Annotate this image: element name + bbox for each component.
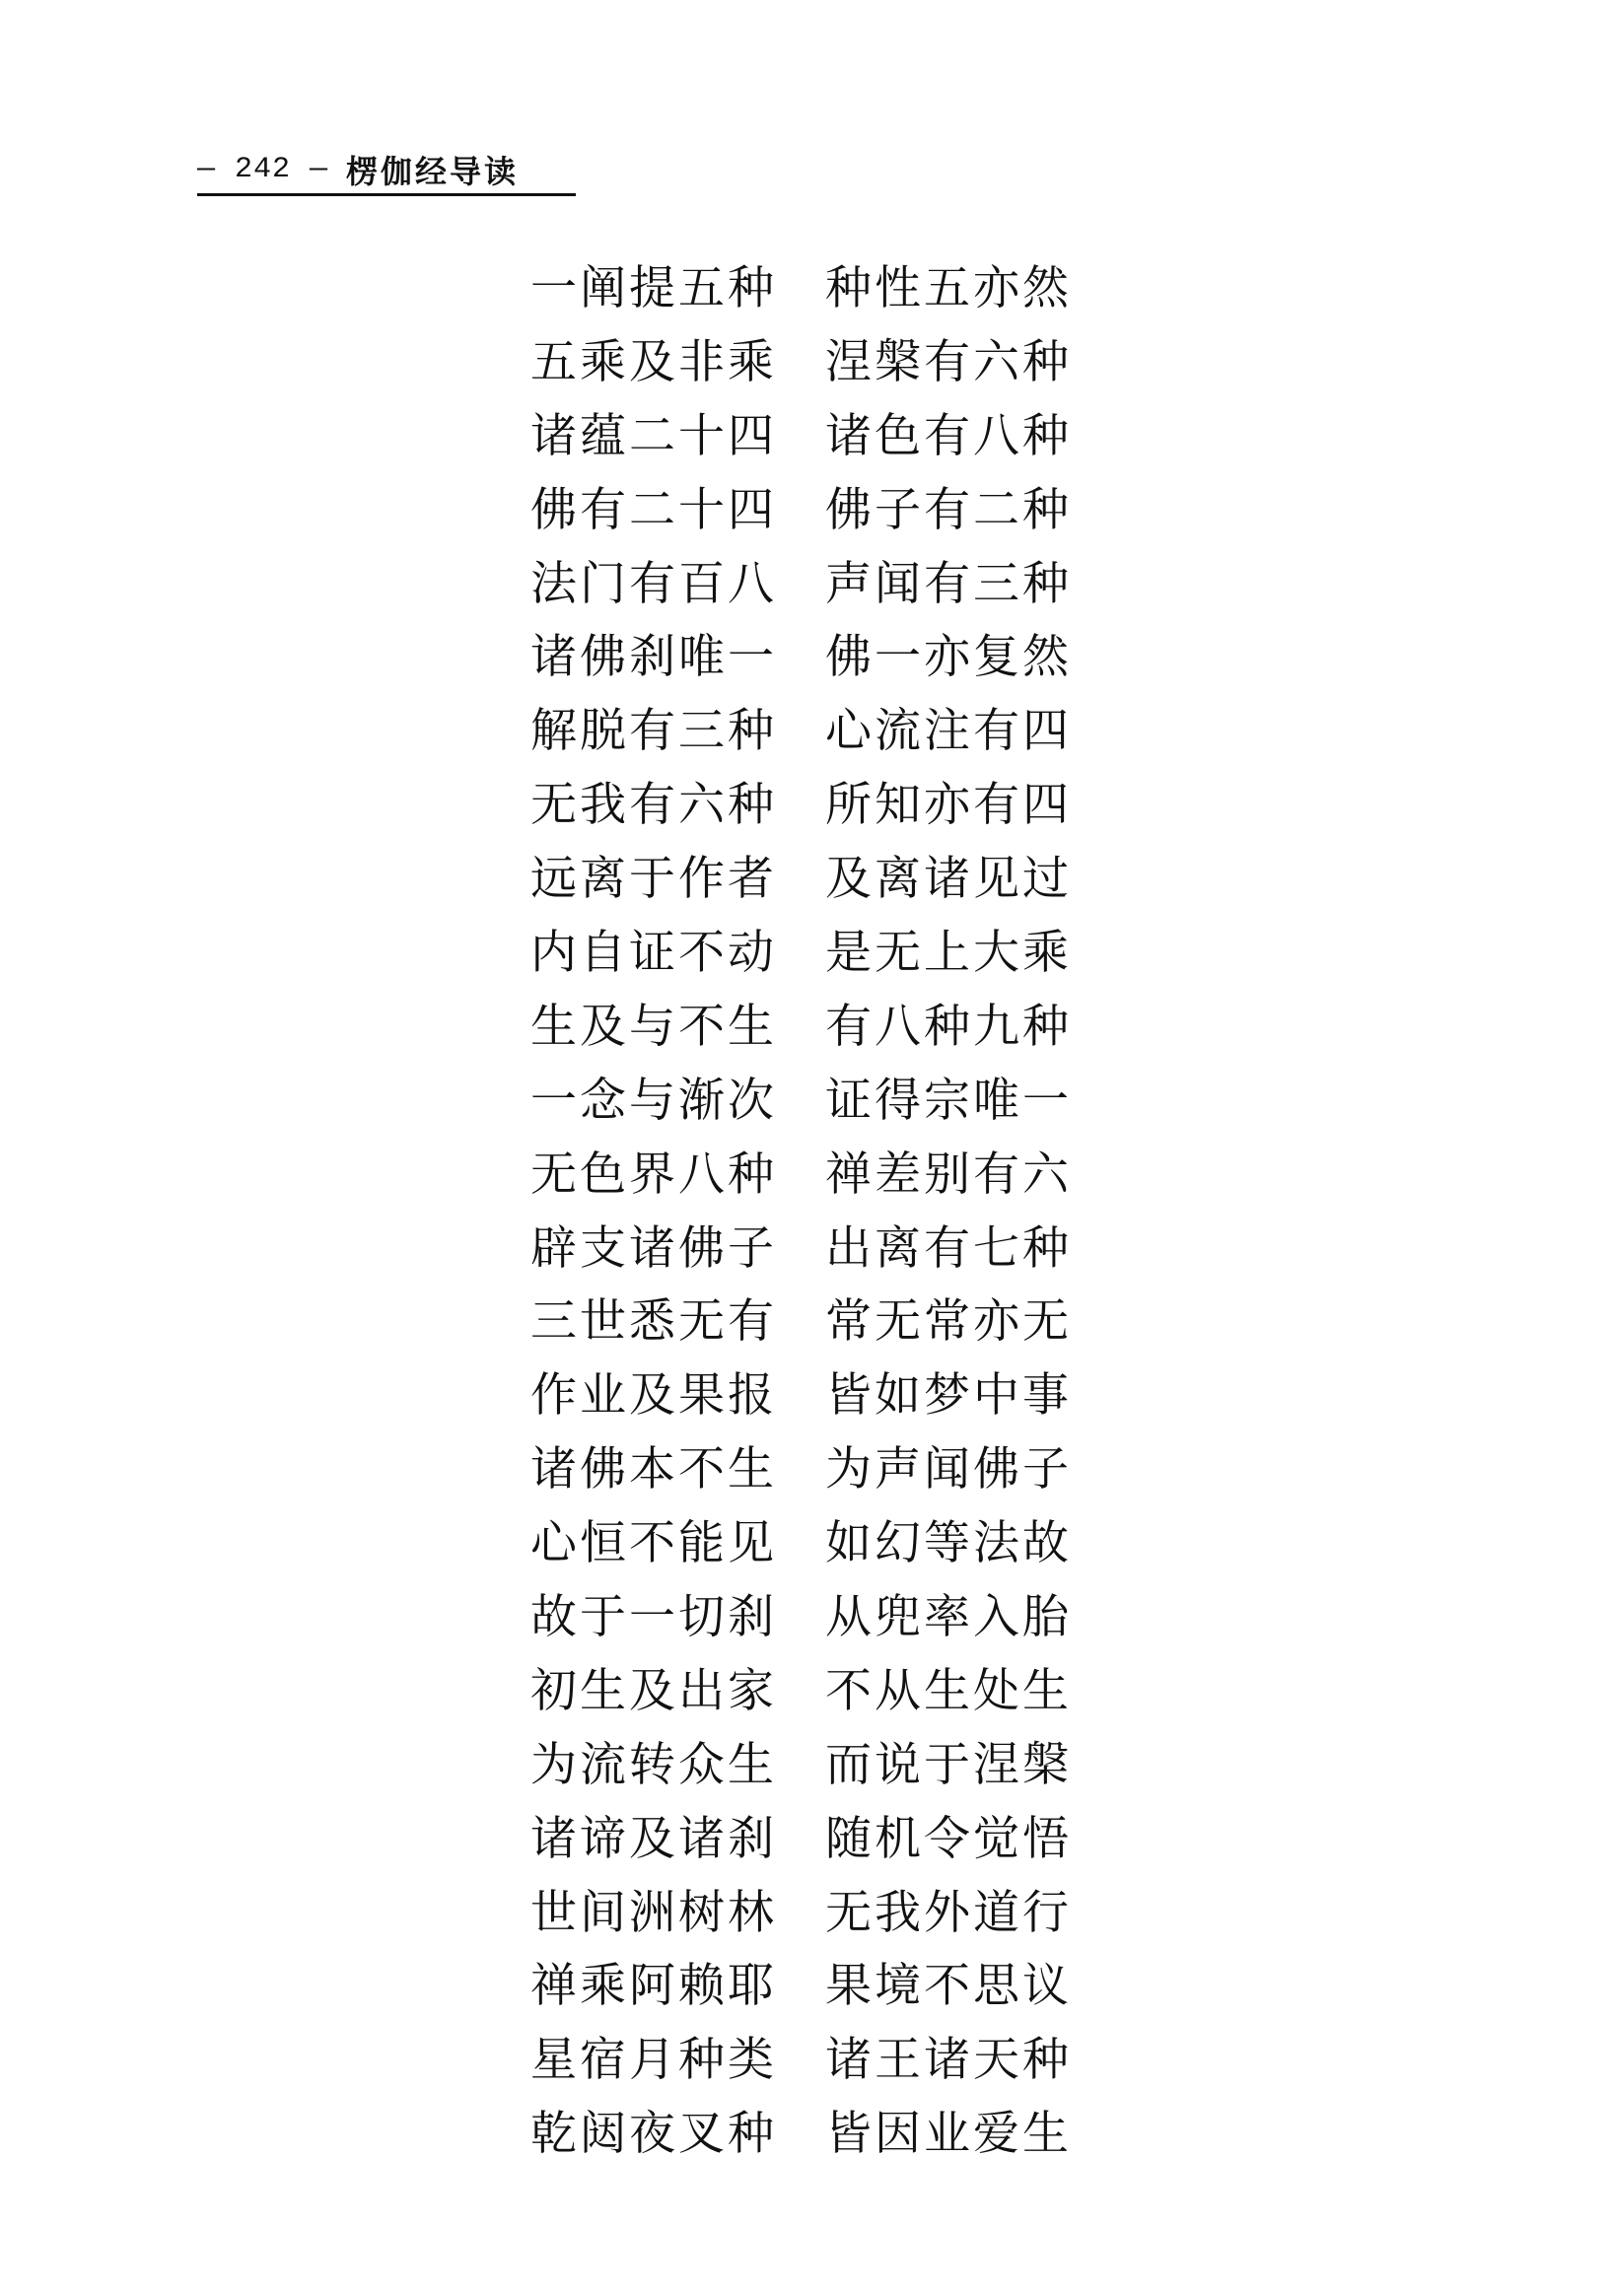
verse-line [530,1650,1083,1724]
page-number: — 242 — [197,153,329,186]
running-header [197,146,576,196]
verse-right-half: 证得宗唯一 [825,1073,1072,1128]
verse-left-half: 诸佛本不生 [530,1442,777,1497]
verse-right-half: 皆因业爱生 [825,2107,1072,2162]
verse-left-half: 禅乘阿赖耶 [530,1959,777,2014]
verse-left-half: 心恒不能见 [530,1516,777,1571]
verse-right-half: 从兜率入胎 [825,1589,1072,1644]
verse-line [530,986,1083,1060]
verse-left-half: 为流转众生 [530,1737,777,1792]
verse-left-half: 故于一切刹 [530,1589,777,1644]
verse-right-half: 皆如梦中事 [825,1368,1072,1424]
verse-left-half: 世间洲树林 [530,1885,777,1940]
verse-left-half: 诸蕴二十四 [530,408,777,463]
verse-line [530,616,1083,690]
verse-line [530,1502,1083,1576]
verse-line [530,1798,1083,1872]
verse-left-half: 乾闼夜叉种 [530,2107,777,2162]
verse-right-half: 佛子有二种 [825,482,1072,537]
verse-left-half: 一念与渐次 [530,1073,777,1128]
verse-right-half: 为声闻佛子 [825,1442,1072,1497]
verse-block [530,247,1083,2167]
book-title: 楞伽经导读 [346,153,520,190]
verse-left-half: 无色界八种 [530,1147,777,1202]
verse-right-half: 及离诸见过 [825,852,1072,907]
verse-left-half: 三世悉无有 [530,1294,777,1350]
verse-line [530,2019,1083,2093]
verse-line [530,469,1083,543]
verse-line [530,1208,1083,1282]
verse-right-half: 如幻等法故 [825,1516,1072,1571]
verse-right-half: 随机令觉悟 [825,1811,1072,1866]
verse-right-half: 所知亦有四 [825,778,1072,833]
verse-right-half: 无我外道行 [825,1885,1072,1940]
verse-line [530,543,1083,617]
verse-line [530,2093,1083,2167]
verse-line [530,1281,1083,1355]
verse-right-half: 心流注有四 [825,704,1072,759]
verse-right-half: 而说于涅槃 [825,1737,1072,1792]
verse-line [530,690,1083,764]
verse-left-half: 一阐提五种 [530,260,777,315]
verse-line [530,1945,1083,2019]
verse-left-half: 佛有二十四 [530,482,777,537]
verse-left-half: 诸谛及诸刹 [530,1811,777,1866]
verse-line [530,321,1083,395]
verse-line [530,1724,1083,1798]
verse-left-half: 远离于作者 [530,852,777,907]
verse-left-half: 内自证不动 [530,925,777,980]
verse-right-half: 涅槃有六种 [825,334,1072,389]
verse-left-half: 作业及果报 [530,1368,777,1424]
verse-line [530,247,1083,321]
verse-right-half: 果境不思议 [825,1959,1072,2014]
verse-left-half: 辟支诸佛子 [530,1220,777,1276]
verse-right-half: 声闻有三种 [825,556,1072,611]
verse-right-half: 种性五亦然 [825,260,1072,315]
verse-right-half: 不从生处生 [825,1663,1072,1718]
verse-left-half: 生及与不生 [530,999,777,1054]
verse-line [530,1355,1083,1428]
verse-left-half: 法门有百八 [530,556,777,611]
verse-right-half: 诸王诸天种 [825,2033,1072,2088]
verse-right-half: 是无上大乘 [825,925,1072,980]
verse-line [530,1428,1083,1502]
verse-right-half: 常无常亦无 [825,1294,1072,1350]
verse-line [530,1872,1083,1946]
verse-line [530,1060,1083,1134]
verse-left-half: 无我有六种 [530,778,777,833]
verse-line [530,838,1083,912]
verse-right-half: 有八种九种 [825,999,1072,1054]
verse-line [530,395,1083,469]
verse-right-half: 诸色有八种 [825,408,1072,463]
verse-right-half: 禅差别有六 [825,1147,1072,1202]
verse-right-half: 出离有七种 [825,1220,1072,1276]
verse-left-half: 五乘及非乘 [530,334,777,389]
verse-line [530,1576,1083,1650]
verse-right-half: 佛一亦复然 [825,630,1072,685]
verse-left-half: 初生及出家 [530,1663,777,1718]
verse-left-half: 解脱有三种 [530,704,777,759]
verse-line [530,1134,1083,1208]
verse-line [530,912,1083,986]
verse-line [530,764,1083,838]
verse-left-half: 诸佛刹唯一 [530,630,777,685]
verse-left-half: 星宿月种类 [530,2033,777,2088]
